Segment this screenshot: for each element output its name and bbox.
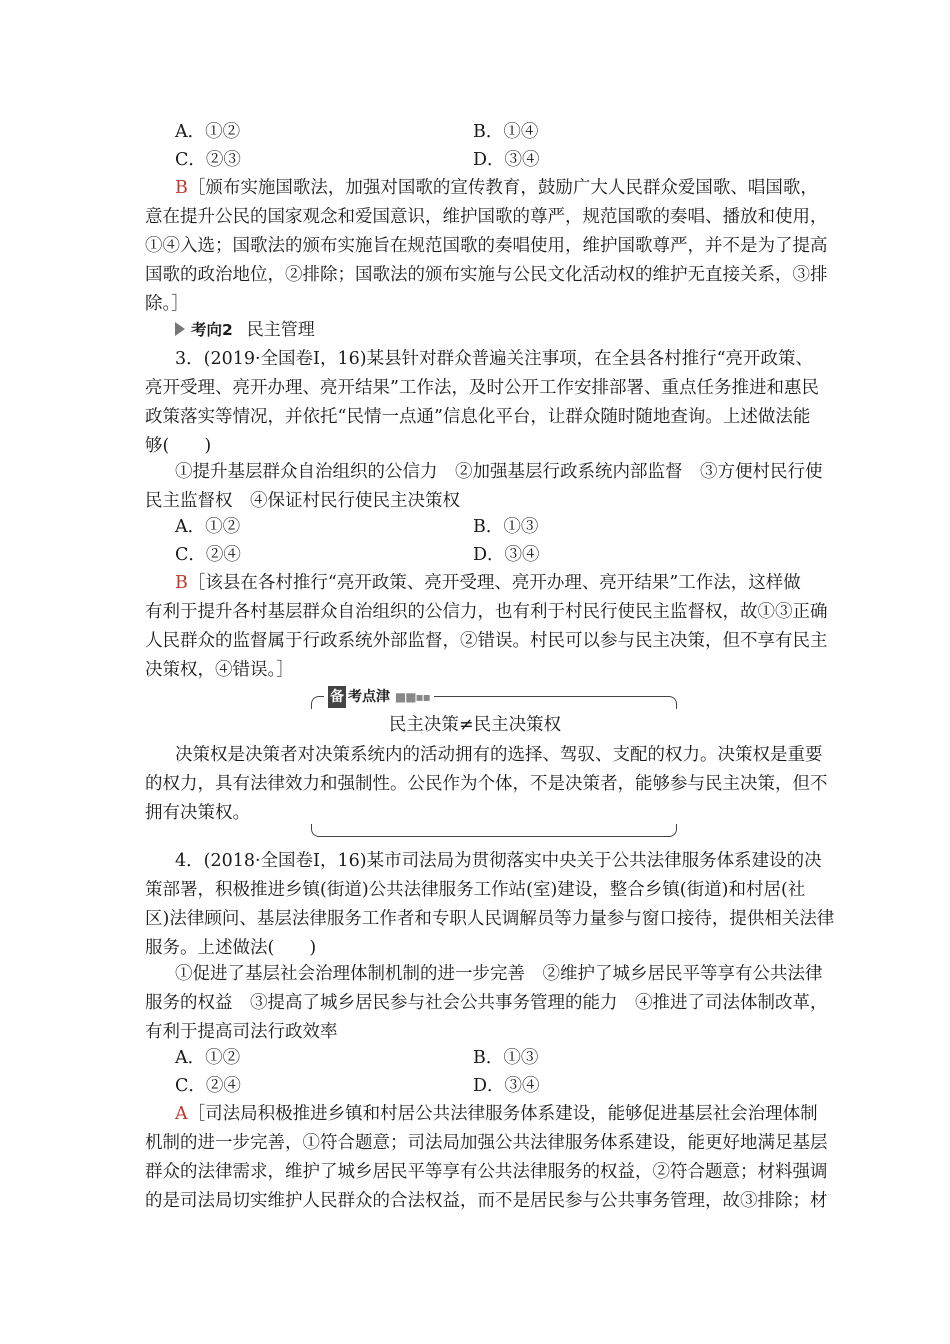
tips-box-title: 民主决策≠民主决策权	[388, 715, 562, 735]
question-stem-line: 亮开受理、亮开办理、亮开结果”工作法，及时公开工作安排部署、重点任务推进和惠民	[145, 378, 819, 398]
option-d: D．③④	[473, 545, 540, 565]
question-item-line: 有利于提高司法行政效率	[145, 1022, 338, 1042]
answer-explanation-line: 决策权，④错误。］	[145, 660, 294, 680]
question-stem-line: 够( )	[145, 436, 212, 456]
tips-box-label: 备 考点津 ■■▪▪	[324, 686, 434, 708]
answer-explanation-line: B［颁布实施国歌法，加强对国歌的宣传教育，鼓励广大人民群众爱国歌、唱国歌，	[175, 178, 818, 198]
question-stem-line: 区)法律顾问、基层法律服务工作者和专职人民调解员等力量参与窗口接待，提供相关法律	[145, 909, 835, 929]
answer-explanation-line: 除。］	[145, 294, 189, 314]
option-a: A．①②	[175, 517, 241, 537]
tips-box-text-line: 拥有决策权。	[145, 803, 250, 823]
question-stem-line: 策部署，积极推进乡镇(街道)公共法律服务工作站(室)建设，整合乡镇(街道)和村居(社	[145, 880, 806, 900]
answer-explanation-line: 人民群众的监督属于行政系统外部监督，②错误。村民可以参与民主决策，但不享有民主	[145, 631, 828, 651]
section-label: 考向2	[191, 321, 233, 339]
option-d: D．③④	[473, 1076, 540, 1096]
answer-explanation-line: 有利于提升各村基层群众自治组织的公信力，也有利于村民行使民主监督权，故①③正确	[145, 602, 828, 622]
question-stem-line: 服务。上述做法( )	[145, 938, 317, 958]
answer-letter: B	[175, 178, 188, 198]
answer-explanation-line: 群众的法律需求，维护了城乡居民平等享有公共法律服务的权益，②符合题意；材料强调	[145, 1162, 828, 1182]
answer-explanation-line: 国歌的政治地位，②排除；国歌法的颁布实施与公民文化活动权的维护无直接关系，③排	[145, 265, 828, 285]
question-stem-line: 4．(2018·全国卷Ⅰ，16)某市司法局为贯彻落实中央关于公共法律服务体系建设的决	[175, 851, 822, 871]
option-d: D．③④	[473, 150, 540, 170]
question-item-line: 服务的权益 ③提高了城乡居民参与社会公共事务管理的能力 ④推进了司法体制改革，	[145, 993, 828, 1013]
option-a: A．①②	[175, 122, 241, 142]
answer-explanation-line: B［该县在各村推行“亮开政策、亮开受理、亮开办理、亮开结果”工作法，这样做	[175, 573, 801, 593]
question-stem-line: 3．(2019·全国卷Ⅰ，16)某县针对群众普遍关注事项，在全县各村推行“亮开政策、	[175, 349, 814, 369]
question-item-line: 民主监督权 ④保证村民行使民主决策权	[145, 491, 460, 511]
section-heading	[175, 316, 315, 344]
tips-box-text-line: 决策权是决策者对决策系统内的活动拥有的选择、驾驭、支配的权力。决策权是重要	[175, 745, 823, 765]
section-title: 民主管理	[246, 320, 315, 340]
answer-letter: A	[175, 1104, 188, 1124]
question-item-line: ①促进了基层社会治理体制机制的进一步完善 ②维护了城乡居民平等享有公共法律	[175, 964, 823, 984]
answer-explanation-line: 机制的进一步完善，①符合题意；司法局加强公共法律服务体系建设，能更好地满足基层	[145, 1133, 828, 1153]
answer-explanation-line: 意在提升公民的国家观念和爱国意识，维护国歌的尊严，规范国歌的奏唱、播放和使用，	[145, 207, 828, 227]
answer-explanation-line: ①④入选；国歌法的颁布实施旨在规范国歌的奏唱使用，维护国歌尊严，并不是为了提高	[145, 236, 828, 256]
option-c: C．②④	[175, 1076, 241, 1096]
answer-explanation-line: A［司法局积极推进乡镇和村居公共法律服务体系建设，能够促进基层社会治理体制	[175, 1104, 818, 1124]
option-b: B．①③	[473, 517, 539, 537]
option-b: B．①④	[473, 122, 539, 142]
tips-box-bottom-border	[311, 824, 677, 837]
triangle-marker-icon	[175, 322, 185, 336]
answer-letter: B	[175, 573, 188, 593]
option-a: A．①②	[175, 1048, 241, 1068]
option-c: C．②④	[175, 545, 241, 565]
tips-box-text-line: 的权力，具有法律效力和强制性。公民作为个体，不是决策者，能够参与民主决策，但不	[145, 774, 828, 794]
question-stem-line: 政策落实等情况，并依托“民情一点通”信息化平台，让群众随时随地查询。上述做法能	[145, 407, 811, 427]
answer-explanation-line: 的是司法局切实维护人民群众的合法权益，而不是居民参与公共事务管理，故③排除；材	[145, 1191, 828, 1211]
option-b: B．①③	[473, 1048, 539, 1068]
option-c: C．②③	[175, 150, 241, 170]
question-item-line: ①提升基层群众自治组织的公信力 ②加强基层行政系统内部监督 ③方便村民行使	[175, 462, 823, 482]
